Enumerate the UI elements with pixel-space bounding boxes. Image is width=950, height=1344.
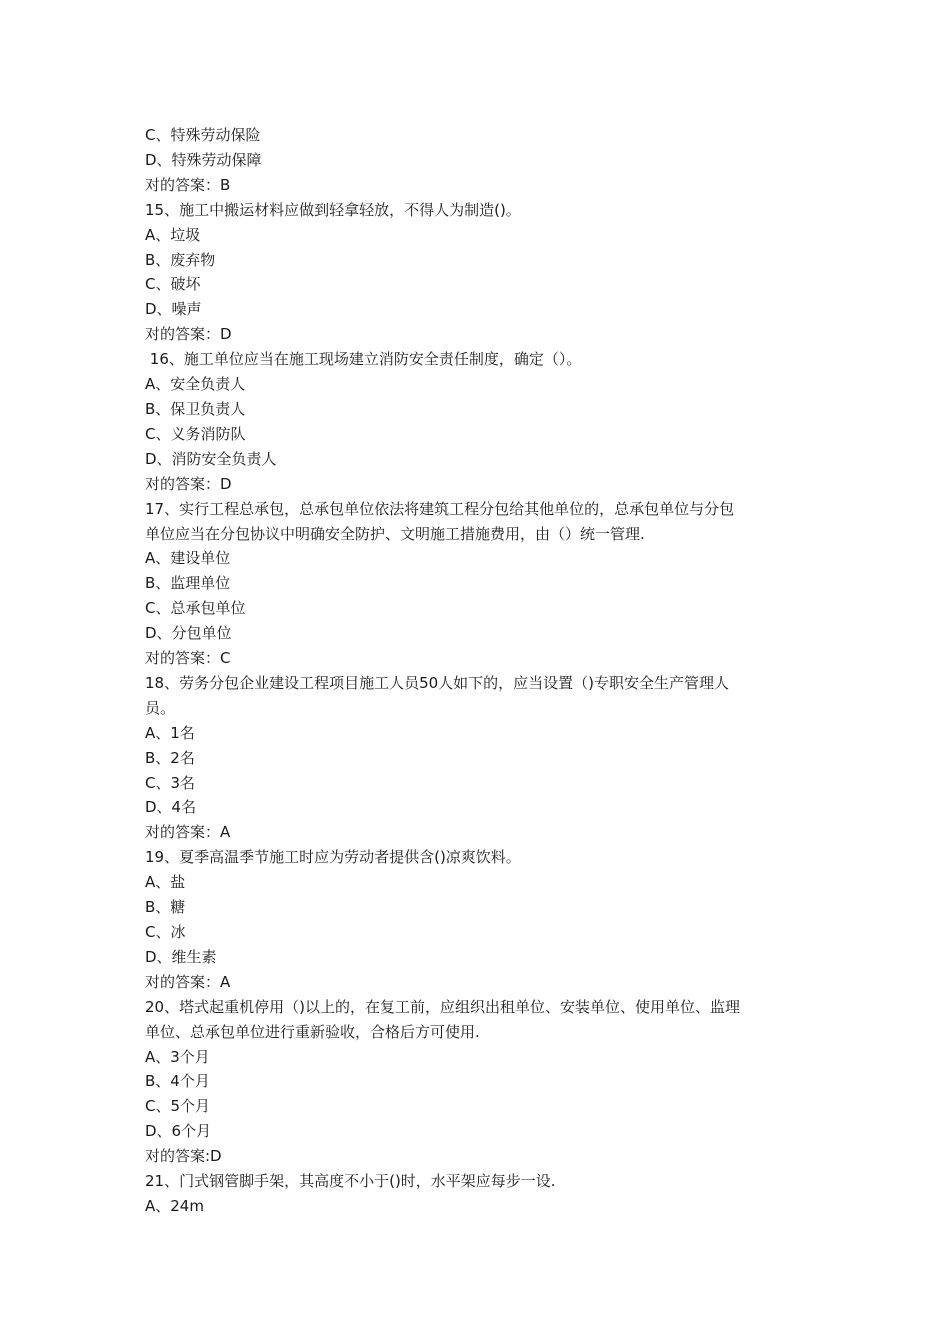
option-a-q20: A、3个月 <box>145 1047 210 1066</box>
answer-q20: 对的答案:D <box>145 1147 222 1166</box>
option-b-q15: B、废弃物 <box>145 250 216 269</box>
answer-q15: 对的答案：D <box>145 325 232 344</box>
option-d-q19: D、维生素 <box>145 947 217 966</box>
option-b-q18: B、2名 <box>145 748 195 767</box>
option-b-q17: B、监理单位 <box>145 574 231 593</box>
question-18-line-2: 员。 <box>145 698 176 717</box>
option-a-q18: A、1名 <box>145 723 195 742</box>
option-c-q17: C、总承包单位 <box>145 599 246 618</box>
question-17-line-2: 单位应当在分包协议中明确安全防护、文明施工措施费用，由（）统一管理. <box>145 524 645 543</box>
question-18-line-1: 18、劳务分包企业建设工程项目施工人员50人如下的，应当设置（)专职安全生产管理人 <box>145 673 730 692</box>
answer-q16: 对的答案：D <box>145 474 232 493</box>
answer-q18: 对的答案：A <box>145 823 231 842</box>
question-20-line-1: 20、塔式起重机停用（)以上的，在复工前，应组织出租单位、安装单位、使用单位、监理 <box>145 997 740 1016</box>
answer-q17: 对的答案：C <box>145 649 231 668</box>
option-d-q14: D、特殊劳动保障 <box>145 150 262 169</box>
option-c-q20: C、5个月 <box>145 1097 211 1116</box>
option-d-q20: D、6个月 <box>145 1122 212 1141</box>
question-19: 19、夏季高温季节施工时应为劳动者提供含()凉爽饮料。 <box>145 848 521 867</box>
document-body <box>145 123 815 1219</box>
question-16: 16、施工单位应当在施工现场建立消防安全责任制度，确定（）。 <box>145 350 582 369</box>
option-a-q17: A、建设单位 <box>145 549 231 568</box>
option-d-q17: D、分包单位 <box>145 624 232 643</box>
option-d-q15: D、噪声 <box>145 300 202 319</box>
option-a-q19: A、盐 <box>145 873 186 892</box>
option-c-q15: C、破坏 <box>145 275 201 294</box>
answer-q19: 对的答案：A <box>145 972 231 991</box>
option-b-q19: B、糖 <box>145 898 186 917</box>
option-c-q16: C、义务消防队 <box>145 424 246 443</box>
question-21: 21、门式钢管脚手架，其高度不小于()时，水平架应每步一设. <box>145 1172 556 1191</box>
option-d-q18: D、4名 <box>145 798 197 817</box>
option-a-q21: A、24m <box>145 1196 204 1215</box>
option-a-q15: A、垃圾 <box>145 225 201 244</box>
question-15: 15、施工中搬运材料应做到轻拿轻放，不得人为制造()。 <box>145 200 521 219</box>
question-20-line-2: 单位、总承包单位进行重新验收，合格后方可使用. <box>145 1022 480 1041</box>
option-c-q18: C、3名 <box>145 773 196 792</box>
answer-q14: 对的答案：B <box>145 175 231 194</box>
option-d-q16: D、消防安全负责人 <box>145 449 277 468</box>
option-b-q16: B、保卫负责人 <box>145 399 246 418</box>
option-c-q19: C、冰 <box>145 923 186 941</box>
option-a-q16: A、安全负责人 <box>145 375 246 394</box>
option-c-q14: C、特殊劳动保险 <box>145 126 261 144</box>
question-17-line-1: 17、实行工程总承包，总承包单位依法将建筑工程分包给其他单位的，总承包单位与分包 <box>145 499 735 518</box>
option-b-q20: B、4个月 <box>145 1072 210 1091</box>
